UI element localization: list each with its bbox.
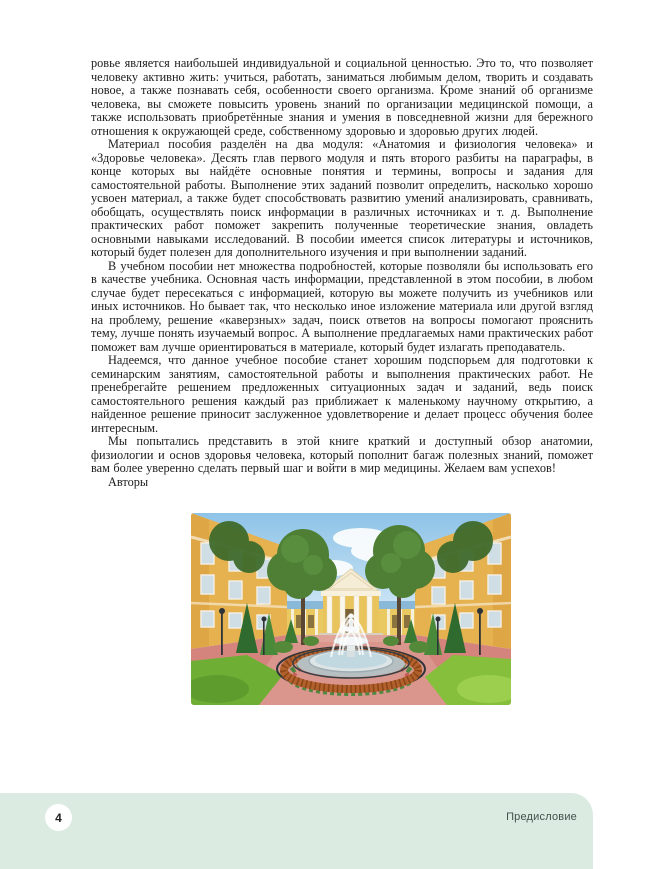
- authors-signature: Авторы: [108, 474, 149, 489]
- page-number: 4: [55, 810, 62, 825]
- footer-band: [0, 793, 593, 869]
- paragraph: Надеемся, что данное учебное пособие станет хорошим подспорьем для подготовки к семинарским занятиям, самостоятельной работы и выполнения практических работ. Не пренебрегайте решением предложенных ситуационных задач и заданий, ведь поиск самостоятельного решения каждый раз приближает к маленькому научному открытию, а найденное решение приносит заслуженное удовлетворение и делает процесс обучения более интересным.: [91, 353, 593, 435]
- preface-text-block: [91, 57, 593, 705]
- paragraph: ровье является наибольшей индивидуальной и социальной ценностью. Это то, что позволяет человеку активно жить: учиться, работать, заниматься любимым делом, творить и создавать новое, а также познавать себя, особенности своего организма. Кроме знаний об организме человека, вы сможете повысить уровень знаний по организации медицинской помощи, а также использовать приобретённые знания и умения в повседневной жизни для бережного отношения к окружающей среде, собственному здоровью и здоровью других людей.: [91, 56, 593, 138]
- courtyard-fountain-photo: [191, 513, 511, 705]
- chapter-label: Предисловие: [506, 811, 577, 823]
- paragraph: В учебном пособии нет множества подробностей, которые позволяли бы использовать его в качестве учебника. Основная часть информации, представленной в этом пособии, в любом случае будет пересекаться с информацией, которую вы можете получить из учебников или иных источников. Но бывает так, что несколько иное изложение материала или другой взгляд на проблему, решение «каверзных» задач, поиск ответов на вопросы помогают прояснить тему, лучше понять изучаемый вопрос. А выполнение предлагаемых нами практических работ поможет вам лучше ориентироваться в материале, который будет излагать преподаватель.: [91, 258, 593, 354]
- paragraph: Материал пособия разделён на два модуля: «Анатомия и физиология человека» и «Здоровье человека». Десять глав первого модуля и пять второго разбиты на параграфы, в конце которых вы найдёте основные понятия и термины, вопросы и задания для самостоятельной работы. Выполнение этих заданий позволит определить, насколько хорошо усвоен материал, а также будет способствовать развитию умений анализировать, сравнивать, обобщать, осуществлять поиск информации в различных источниках и т. д. Выполнение практических работ поможет закрепить полученные теоретические знания, овладеть основными навыками исследований. В пособии имеется список литературы и источников, который будет полезен для дополнительного изучения и при выполнении заданий.: [91, 137, 593, 259]
- paragraph: Мы попытались представить в этой книге краткий и доступный обзор анатомии, физиологии и основ здоровья человека, который пополнит багаж полезных знаний, поможет вам более уверенно сделать первый шаг и войти в мир медицины. Желаем вам успехов!: [91, 434, 593, 475]
- courtyard-photo-illustration: [191, 513, 511, 705]
- page-number-badge: [45, 804, 72, 831]
